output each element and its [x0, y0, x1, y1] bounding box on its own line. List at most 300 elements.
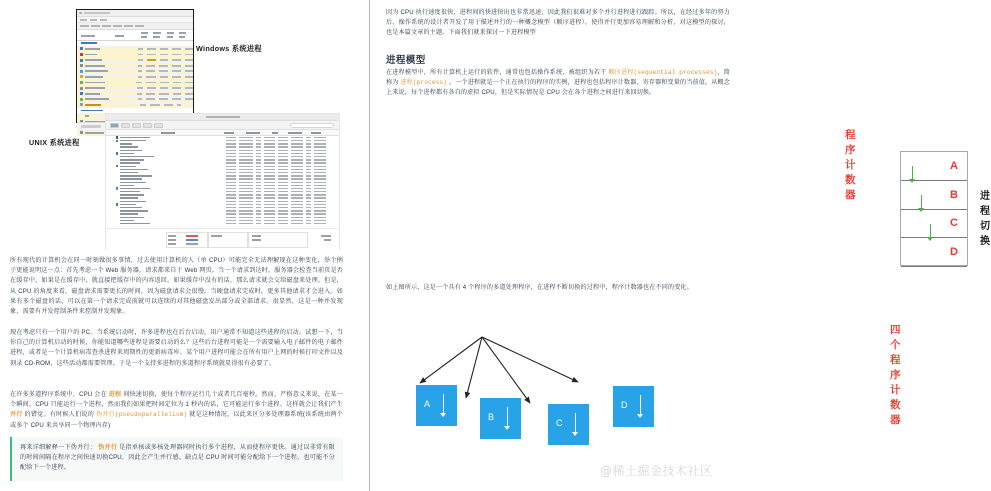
cell-value — [306, 159, 311, 160]
cell-value — [306, 178, 311, 179]
process-name — [120, 188, 150, 189]
cell-value — [239, 140, 253, 141]
cell-value — [264, 191, 275, 192]
cell-value — [314, 169, 326, 170]
switch-arrow-a — [909, 166, 916, 184]
cell-value — [314, 220, 326, 221]
unix-figure-label: UNIX 系统进程 — [29, 138, 80, 147]
cell-value — [239, 137, 253, 138]
process-name — [120, 185, 134, 186]
cell-value — [291, 159, 303, 160]
task-manager-column-headers — [77, 30, 193, 41]
box-label: D — [621, 400, 628, 410]
section-heading-process-model: 进程模型 — [386, 55, 426, 66]
cell-value — [291, 201, 303, 202]
cell-value — [314, 204, 326, 205]
cell-value — [291, 137, 303, 138]
cell-value — [278, 201, 288, 202]
cell-value — [264, 197, 275, 198]
cell-value — [291, 172, 303, 173]
cell-value — [226, 223, 236, 224]
window-title-placeholder — [84, 12, 110, 14]
cell-value — [256, 166, 261, 167]
cell-value — [278, 143, 288, 144]
cell-value — [256, 156, 261, 157]
cell-value — [291, 166, 303, 167]
process-name — [120, 191, 140, 192]
counter-arrow-a — [440, 394, 447, 418]
cell-value — [239, 220, 253, 221]
cell-value — [264, 143, 275, 144]
process-name — [120, 178, 142, 179]
cell-value — [264, 204, 275, 205]
cell-value — [278, 191, 288, 192]
unix-activity-monitor-screenshot — [105, 113, 340, 250]
cell-value — [291, 191, 303, 192]
cell-value — [264, 185, 275, 186]
cell-value — [278, 162, 288, 163]
cell-value — [278, 146, 288, 147]
cell-value — [291, 188, 303, 189]
cell-value — [278, 210, 288, 211]
cell-value — [278, 182, 288, 183]
cell-value — [226, 146, 236, 147]
cell-value — [226, 178, 236, 179]
cell-value — [314, 178, 326, 179]
cell-value — [226, 201, 236, 202]
cell-value — [239, 169, 253, 170]
cell-value — [264, 207, 275, 208]
process-name — [120, 194, 144, 195]
cell-value — [306, 140, 311, 141]
cell-value — [256, 217, 261, 218]
cell-value — [226, 194, 236, 195]
cell-value — [306, 188, 311, 189]
cell-value — [226, 137, 236, 138]
cell-value — [278, 223, 288, 224]
windows-task-manager-screenshot — [76, 9, 194, 123]
process-name — [120, 153, 134, 154]
program-counter-stack — [900, 151, 968, 266]
callout-text: 再来详细解释一下伪并行： 伪并行 是指单核或多核处理器同时执行多个进程，从而使程序更快。通过以非常有限的时间间隔在程序之间快速切换CPU，因此会产生并行感。缺点是 CPU 时间可能分配给下一个进程，也可能不分配给下一个进程。 — [20, 444, 335, 472]
cell-value — [291, 140, 303, 141]
cell-value — [239, 146, 253, 147]
cell-value — [264, 178, 275, 179]
cell-value — [306, 191, 311, 192]
cell-value — [278, 213, 288, 214]
cell-value — [239, 197, 253, 198]
toolbar-segment-energy[interactable] — [132, 123, 141, 128]
cell-value — [264, 146, 275, 147]
cell-value — [256, 140, 261, 141]
cell-label: B — [950, 188, 958, 201]
cell-value — [306, 201, 311, 202]
cell-value — [264, 188, 275, 189]
cell-value — [306, 213, 311, 214]
cell-value — [239, 153, 253, 154]
cell-value — [239, 178, 253, 179]
window-icon — [79, 12, 82, 15]
table-row[interactable] — [106, 222, 339, 225]
cell-value — [256, 185, 261, 186]
cell-value — [256, 172, 261, 173]
program-counter-cell-c — [901, 210, 967, 239]
toolbar-segment-cpu[interactable] — [110, 123, 119, 128]
cell-value — [306, 204, 311, 205]
cell-value — [291, 162, 303, 163]
cell-value — [256, 223, 261, 224]
process-name — [120, 182, 146, 183]
cell-value — [306, 156, 311, 157]
process-name — [120, 150, 142, 151]
cell-value — [256, 220, 261, 221]
cell-value — [278, 204, 288, 205]
cell-value — [314, 143, 326, 144]
cell-value — [226, 213, 236, 214]
cell-value — [291, 150, 303, 151]
cell-value — [264, 153, 275, 154]
cell-value — [314, 166, 326, 167]
cell-value — [314, 162, 326, 163]
program-counter-cell-d — [901, 238, 967, 267]
left-column — [0, 0, 369, 491]
cell-value — [239, 223, 253, 224]
activity-monitor-toolbar[interactable] — [106, 121, 339, 130]
cell-value — [256, 162, 261, 163]
cell-value — [314, 140, 326, 141]
cell-value — [314, 191, 326, 192]
cell-value — [314, 223, 326, 224]
cell-value — [256, 143, 261, 144]
toolbar-segment-memory[interactable] — [121, 123, 130, 128]
cell-value — [278, 137, 288, 138]
process-switch-label — [980, 189, 991, 249]
cell-value — [306, 137, 311, 138]
process-name — [120, 207, 142, 208]
cell-value — [306, 143, 311, 144]
left-paragraph-3: 在许多多道程序系统中，CPU 会在 进程 间快速切换，使每个程序运行几十或者几百毫秒。然而，严格意义来说，在某一个瞬间，CPU 只能运行一个进程，然而我们如果把时间定位为 1 秒内的话，它可能运行多个进程。这样就会让我们产生 并行 的错觉。有时候人们说的 伪并行(pseudoparallelism) 就是这种情况，以此来区分多处理器系统(该系统由两个或多个 CPU 来共享同一个物理内存) — [10, 391, 344, 429]
cell-value — [226, 156, 236, 157]
cell-value — [291, 213, 303, 214]
cell-value — [291, 182, 303, 183]
cell-value — [226, 162, 236, 163]
cell-value — [278, 150, 288, 151]
process-name — [120, 156, 154, 157]
cell-value — [264, 137, 275, 138]
cell-value — [314, 188, 326, 189]
cell-value — [264, 182, 275, 183]
cell-value — [264, 210, 275, 211]
process-name — [120, 197, 138, 198]
process-name — [120, 201, 146, 202]
cell-value — [306, 153, 311, 154]
cell-value — [256, 197, 261, 198]
cell-value — [226, 175, 236, 176]
cell-value — [314, 137, 326, 138]
cell-value — [278, 153, 288, 154]
cell-value — [314, 182, 326, 183]
cell-value — [239, 185, 253, 186]
cell-value — [291, 143, 303, 144]
cell-value — [306, 146, 311, 147]
cell-value — [278, 178, 288, 179]
cell-value — [264, 150, 275, 151]
cell-label: C — [950, 217, 958, 230]
cell-value — [278, 185, 288, 186]
task-manager-tabs — [77, 23, 193, 30]
process-name — [120, 220, 134, 221]
cell-value — [239, 159, 253, 160]
cell-value — [264, 166, 275, 167]
cell-value — [256, 146, 261, 147]
switch-arrow-b — [918, 195, 925, 213]
counter-arrow-d — [637, 395, 644, 419]
task-manager-titlebar — [77, 10, 193, 17]
cell-value — [291, 153, 303, 154]
cell-value — [239, 182, 253, 183]
cell-value — [256, 194, 261, 195]
cell-value — [264, 140, 275, 141]
cell-value — [291, 156, 303, 157]
process-name — [120, 213, 138, 214]
cell-value — [239, 204, 253, 205]
process-name — [120, 146, 138, 147]
cell-value — [239, 210, 253, 211]
cell-value — [226, 153, 236, 154]
cell-value — [306, 185, 311, 186]
cell-value — [278, 220, 288, 221]
cell-value — [314, 172, 326, 173]
cell-value — [226, 140, 236, 141]
cell-value — [278, 197, 288, 198]
cell-value — [278, 188, 288, 189]
cell-label: A — [950, 159, 958, 172]
cell-value — [306, 197, 311, 198]
cell-value — [226, 169, 236, 170]
cell-value — [256, 182, 261, 183]
cell-value — [226, 191, 236, 192]
cell-value — [239, 162, 253, 163]
right-paragraph-3: 如上图所示，这是一个具有 4 个程序的多道处理程序，在进程不断切换的过程中，程序计数器也在不同的变化。 — [386, 284, 693, 291]
cell-value — [278, 175, 288, 176]
cell-value — [226, 143, 236, 144]
search-input[interactable] — [290, 123, 334, 128]
cell-value — [278, 156, 288, 157]
cell-value — [306, 169, 311, 170]
cell-value — [239, 201, 253, 202]
cell-value — [314, 210, 326, 211]
process-switch-line-2: 切换 — [980, 221, 991, 247]
cell-value — [291, 204, 303, 205]
cell-value — [278, 207, 288, 208]
cell-value — [291, 220, 303, 221]
counter-box-a — [416, 385, 457, 426]
cell-value — [256, 153, 261, 154]
cell-value — [256, 213, 261, 214]
cell-value — [291, 175, 303, 176]
process-name — [120, 143, 132, 144]
cell-value — [226, 204, 236, 205]
cell-value — [314, 207, 326, 208]
cell-value — [239, 166, 253, 167]
program-counter-cell-b — [901, 181, 967, 210]
cell-value — [256, 204, 261, 205]
cell-value — [314, 159, 326, 160]
activity-monitor-titlebar — [106, 114, 339, 121]
cell-value — [291, 210, 303, 211]
cell-value — [306, 172, 311, 173]
cell-value — [291, 178, 303, 179]
cell-value — [239, 213, 253, 214]
cell-value — [314, 150, 326, 151]
left-paragraph-1: 所有现代的计算机会在同一时刻做很多事情，过去使用计算机的人（单 CPU）可能完全无法理解现在这种变化，举个例子更能说明这一点：首先考虑一个 Web 服务器，请求都来自于 Web 网页。当一个请求到达时，服务器会检查当前页是否在缓存中，如果是在缓存中，就直接把缓存中的内容返回。如果缓存中没有的话，那么请求就会交给磁盘来处理。但是，从 CPU 的角度来看，磁盘请求需要更长的时间，因为磁盘请求会很慢。当硬盘请求完成时，更多其他请求才会进入。如果有多个磁盘的话，可以在第一个请求完成前就可以连续的对其他磁盘发出部分或全部请求。很显然，这是一种并发现象，需要有并发控制条件来控制并发现象。 — [10, 257, 343, 316]
process-name — [120, 175, 152, 176]
cell-value — [264, 201, 275, 202]
windows-figure-label: Windows 系统进程 — [196, 44, 262, 53]
counter-arrow-b — [504, 407, 511, 431]
cell-value — [256, 201, 261, 202]
box-label: C — [556, 418, 563, 428]
cell-value — [306, 175, 311, 176]
cell-value — [264, 172, 275, 173]
cell-value — [314, 153, 326, 154]
process-name — [120, 140, 146, 141]
cell-value — [314, 146, 326, 147]
cell-value — [256, 188, 261, 189]
cell-value — [306, 207, 311, 208]
cell-value — [239, 207, 253, 208]
cell-value — [291, 223, 303, 224]
cell-value — [256, 169, 261, 170]
program-counter-figure-title: 程序计数器 — [845, 129, 857, 201]
cell-value — [239, 194, 253, 195]
cell-value — [306, 166, 311, 167]
cell-value — [291, 185, 303, 186]
task-manager-process-list[interactable] — [77, 41, 193, 122]
process-name — [120, 223, 150, 224]
counter-box-d — [613, 386, 654, 427]
cell-value — [278, 169, 288, 170]
cell-value — [226, 172, 236, 173]
right-paragraph-2: 在进程模型中，所有计算机上运行的软件，通常也包括操作系统，被组织为若干 顺序进程(sequential processes)，简称为 进程(process) 。一个进程就是一个正在执行的程序的实例，进程也包括程序计数器、寄存器和变量的当前值。从概念上来说，每个进程都有各自的虚拟 CPU，但是实际情况是 CPU 会在各个进程之间进行来回切换。 — [386, 69, 731, 97]
cell-value — [226, 159, 236, 160]
cell-value — [256, 137, 261, 138]
process-name — [120, 169, 148, 170]
cell-value — [306, 150, 311, 151]
cell-value — [264, 217, 275, 218]
cell-value — [226, 185, 236, 186]
cell-value — [314, 194, 326, 195]
activity-monitor-summary — [106, 228, 339, 250]
cell-value — [291, 146, 303, 147]
cell-value — [264, 194, 275, 195]
cell-value — [291, 194, 303, 195]
process-icon — [116, 222, 118, 224]
cell-value — [264, 220, 275, 221]
process-switch-line-1: 进程 — [980, 191, 991, 217]
box-label: B — [488, 412, 495, 422]
left-paragraph-2: 现在考虑只有一个用户的 PC。当系统启动时，许多进程也在后台启动，用户通常不知道这些进程的启动。试想一下，当你自己的计算机启动的时候，你能知道哪些进程是需要启动的么？这些后台进程可能是一个需要输入电子邮件的电子邮件进程，或者是一个计算机病毒查杀进程来周期性的更新病毒库。某个用户进程可能会在所有用户上网的时候打印文件以及刻录 CD-ROM，这些活动都需要管理。于是一个支持多进程的多道程序系统就显得很有必要了。 — [10, 329, 343, 367]
cell-value — [306, 217, 311, 218]
cell-value — [226, 207, 236, 208]
cell-value — [306, 210, 311, 211]
cell-value — [264, 223, 275, 224]
cell-value — [306, 194, 311, 195]
cell-value — [278, 194, 288, 195]
cell-value — [256, 178, 261, 179]
switch-arrow-c — [927, 224, 934, 242]
cell-value — [291, 169, 303, 170]
cell-value — [256, 150, 261, 151]
cell-value — [226, 220, 236, 221]
cell-value — [306, 220, 311, 221]
cell-value — [314, 213, 326, 214]
cell-value — [314, 185, 326, 186]
counter-box-b — [480, 398, 521, 439]
cell-value — [278, 217, 288, 218]
toolbar-segment-disk[interactable] — [143, 123, 152, 128]
cell-value — [239, 150, 253, 151]
box-label: A — [424, 399, 431, 409]
activity-monitor-process-list[interactable] — [106, 136, 339, 228]
cell-value — [306, 182, 311, 183]
process-name — [120, 162, 140, 163]
cell-value — [226, 150, 236, 151]
process-name — [120, 172, 138, 173]
cell-value — [291, 207, 303, 208]
cell-value — [239, 143, 253, 144]
cell-value — [256, 191, 261, 192]
cell-value — [226, 217, 236, 218]
toolbar-segment-network[interactable] — [154, 123, 163, 128]
cell-value — [314, 201, 326, 202]
cell-value — [256, 210, 261, 211]
cell-label: D — [950, 246, 958, 259]
cell-value — [256, 207, 261, 208]
four-counters-figure-title: 四个程序计数器 — [890, 324, 902, 426]
cell-value — [264, 156, 275, 157]
cell-value — [239, 188, 253, 189]
cell-value — [291, 197, 303, 198]
cell-value — [226, 210, 236, 211]
cell-value — [239, 175, 253, 176]
cell-value — [314, 175, 326, 176]
cell-value — [264, 169, 275, 170]
cell-value — [306, 223, 311, 224]
process-name — [120, 166, 136, 167]
cell-value — [239, 156, 253, 157]
cell-value — [314, 156, 326, 157]
cell-value — [226, 166, 236, 167]
cell-value — [264, 159, 275, 160]
cell-value — [256, 159, 261, 160]
cell-value — [226, 182, 236, 183]
counter-arrow-c — [572, 413, 579, 437]
cell-value — [314, 217, 326, 218]
cell-value — [278, 166, 288, 167]
counter-box-c — [548, 404, 589, 445]
cell-value — [314, 197, 326, 198]
cell-value — [291, 217, 303, 218]
cell-value — [256, 175, 261, 176]
right-paragraph-1: 因为 CPU 执行速度很快，进程间的快进快出也非常迅速，因此我们很难对多个并行进程进行跟踪。所以，在经过多年的努力后，操作系统的设计者开发了用于描述并行的一种概念模型（顺序进程），使得并行更加容易理解和分析，对这模型的探讨，也是本篇文章的主题。下面我们就来探讨一下进程模型 — [386, 9, 730, 37]
cell-value — [278, 140, 288, 141]
cell-value — [264, 175, 275, 176]
process-name — [120, 210, 148, 211]
site-watermark: @稀土掘金技术社区 — [600, 464, 713, 478]
cell-value — [239, 217, 253, 218]
cell-value — [306, 162, 311, 163]
